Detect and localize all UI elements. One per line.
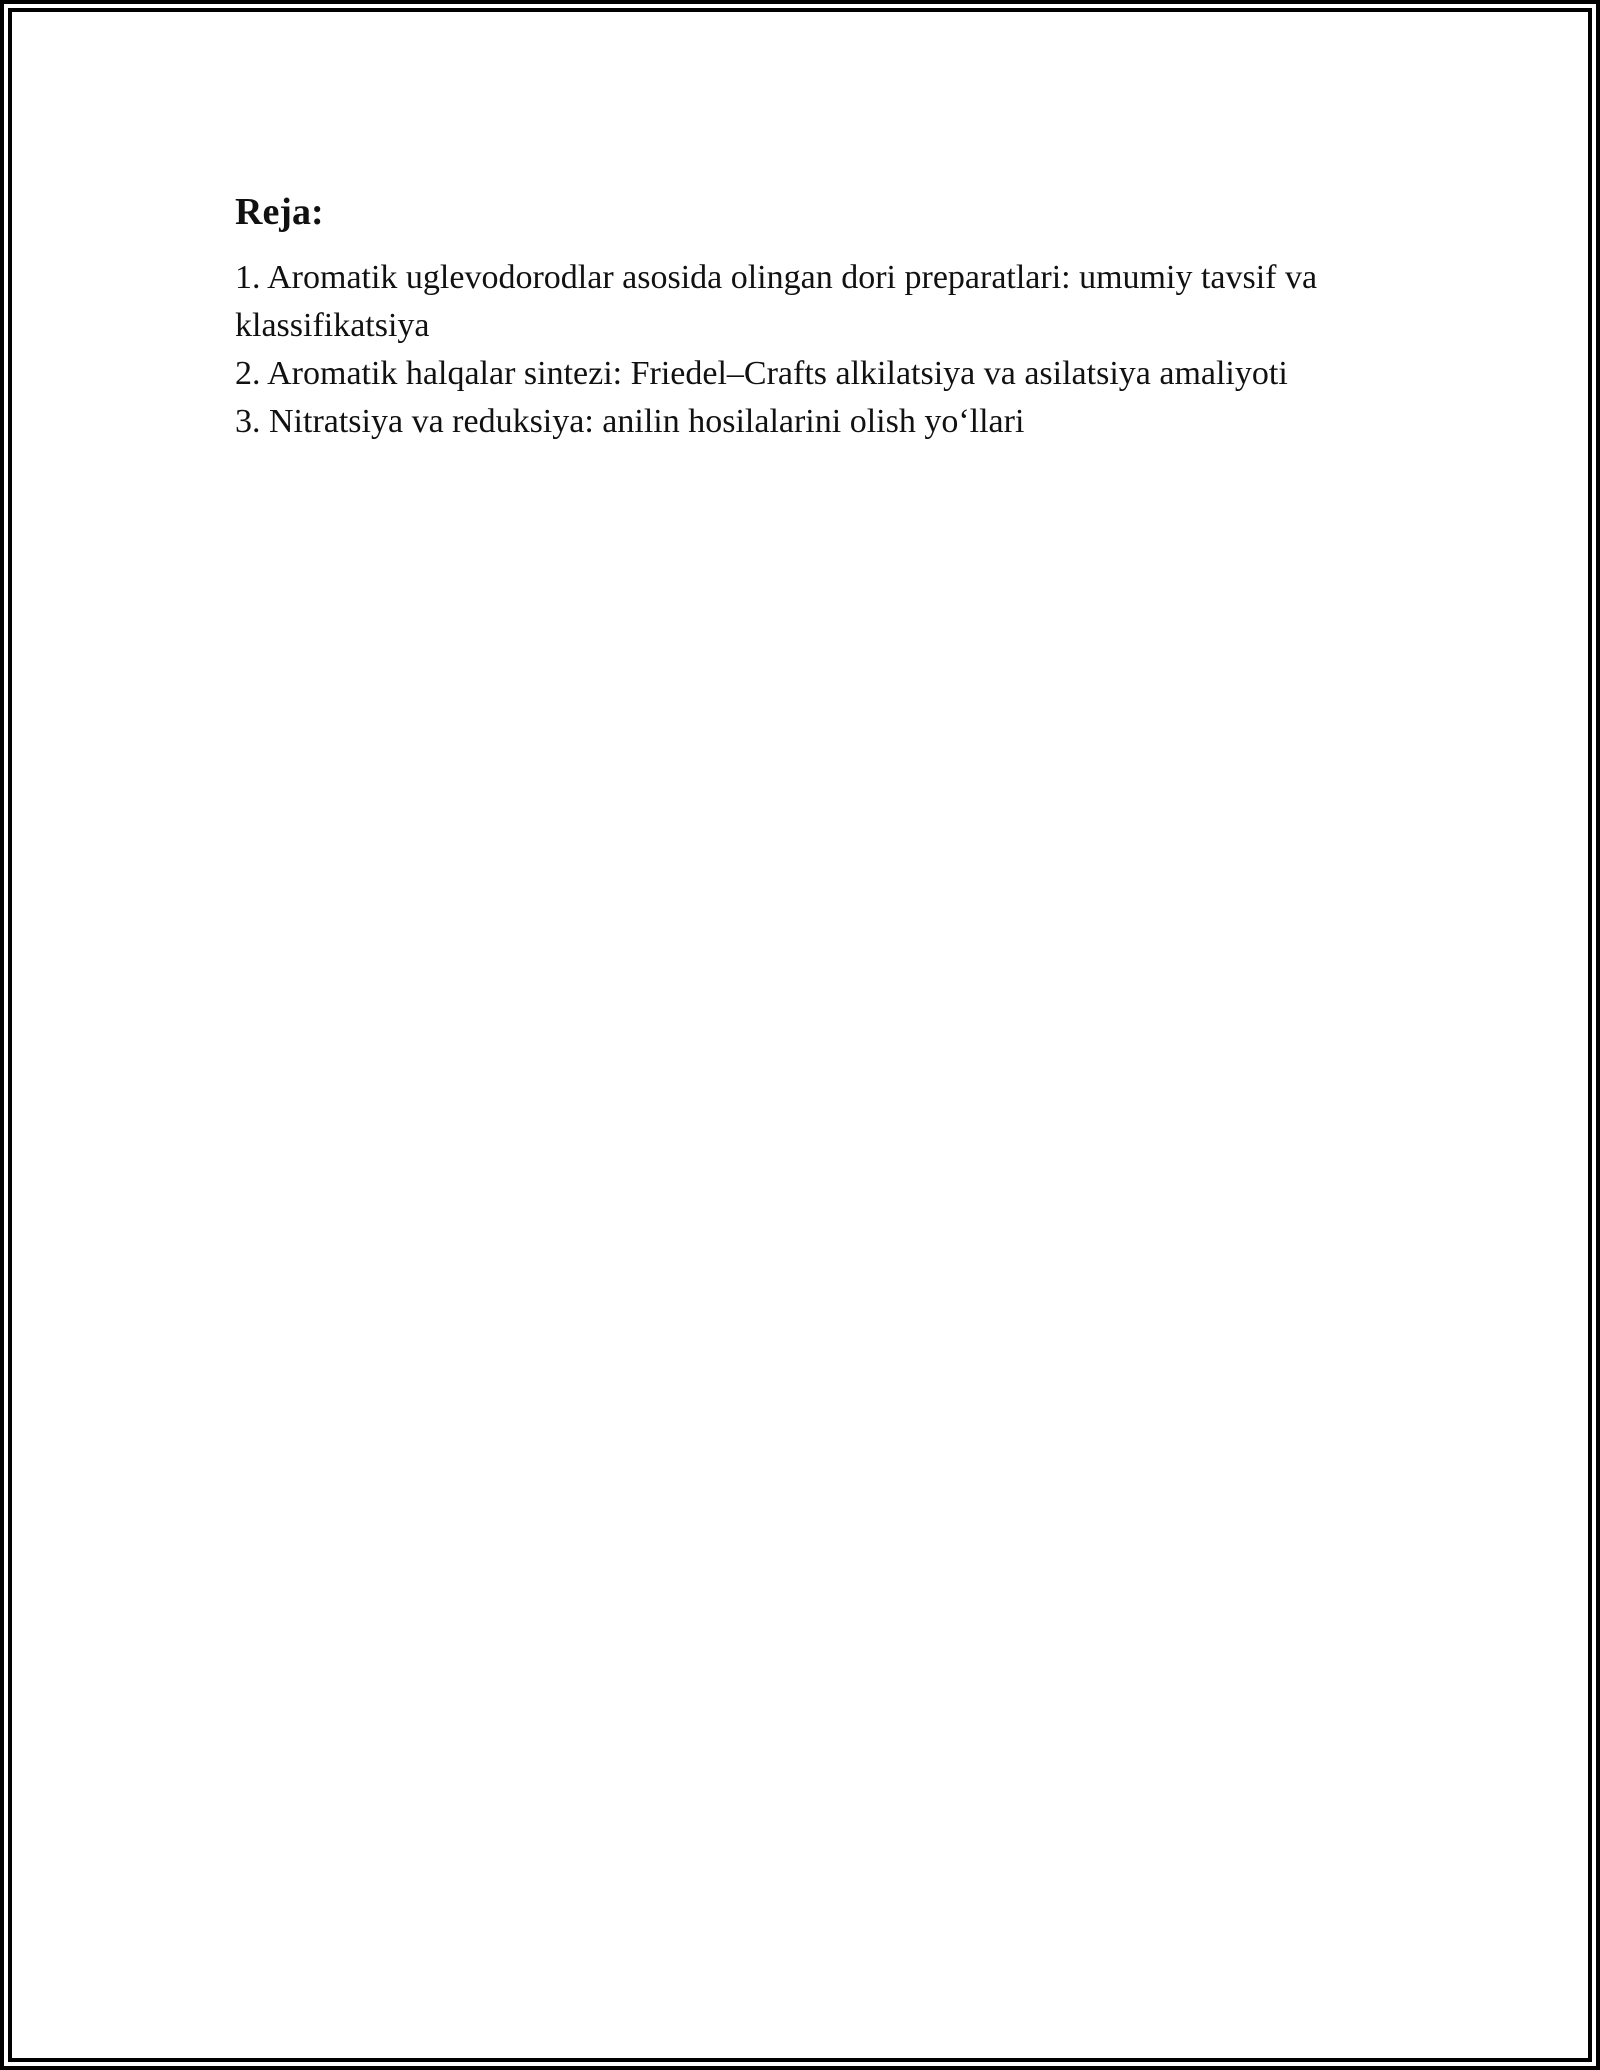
plan-item-3: 3. Nitratsiya va reduksiya: anilin hosilalarini olish yo‘llari <box>235 403 1025 440</box>
document-content <box>235 188 1385 446</box>
plan-item-1: 1. Aromatik uglevodorodlar asosida olingan dori preparatlari: umumiy tavsif va klassifikatsiya <box>235 259 1318 344</box>
plan-heading: Reja: <box>235 191 324 233</box>
plan-list <box>235 254 1385 446</box>
plan-item-2: 2. Aromatik halqalar sintezi: Friedel–Crafts alkilatsiya va asilatsiya amaliyoti <box>235 355 1288 392</box>
